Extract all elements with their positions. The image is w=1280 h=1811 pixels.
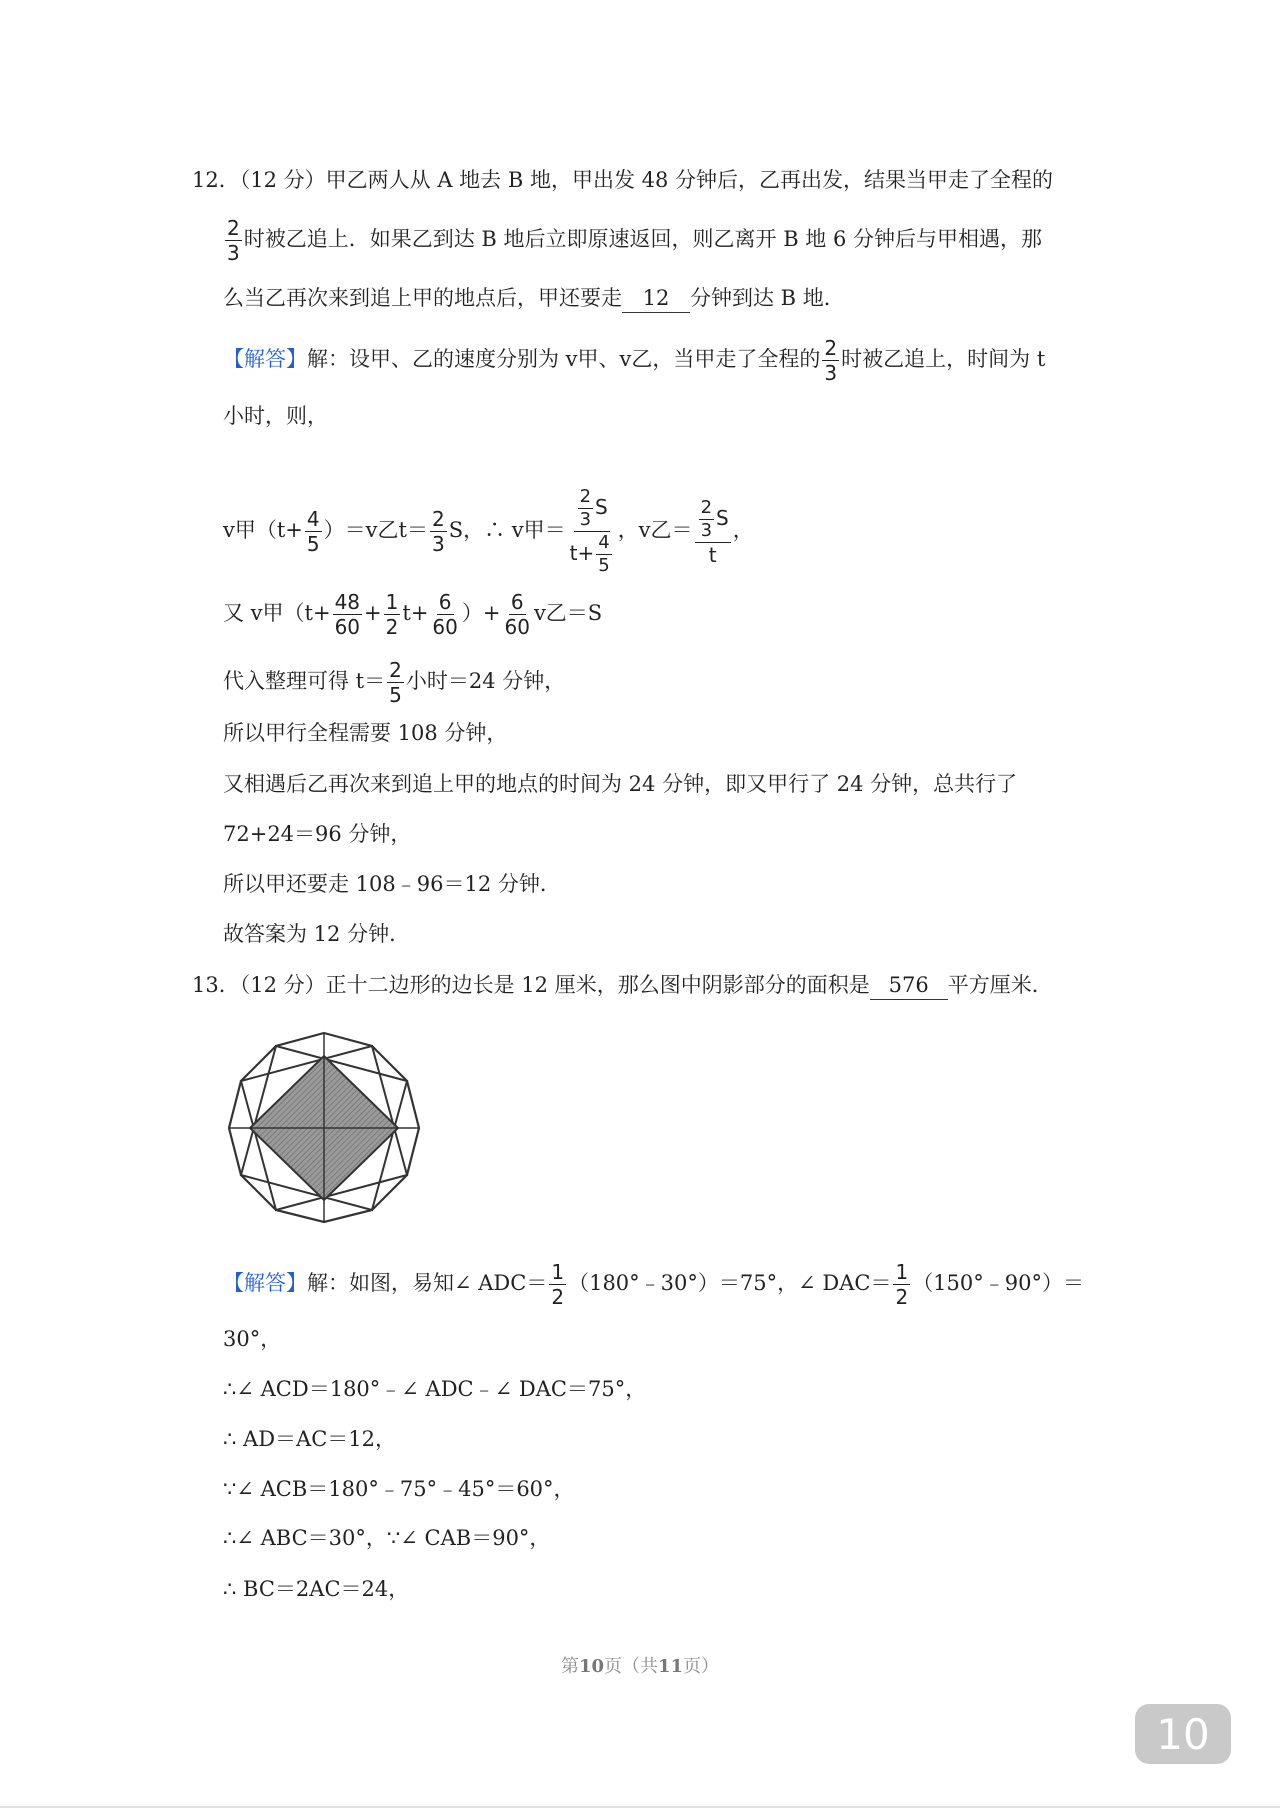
q12-line-72: 72+24＝96 分钟， bbox=[223, 822, 412, 846]
q12-line3 bbox=[223, 284, 845, 313]
solution-tag: 【解答】 bbox=[223, 347, 307, 371]
fraction-2-5: $\frac{2}{5}$ bbox=[389, 658, 402, 707]
q13-line-abc: ∴∠ ABC＝30°，∵∠ CAB＝90°， bbox=[223, 1526, 551, 1550]
q13-answer-blank: 576 bbox=[870, 971, 948, 1000]
eq1-part: ，v乙＝ bbox=[617, 518, 693, 542]
solution-tag: 【解答】 bbox=[223, 1271, 307, 1295]
page-footer: 第10页（共11页） bbox=[560, 1656, 720, 1677]
eq1-part: ）＝v乙t＝ bbox=[323, 518, 428, 542]
eq3-part: 代入整理可得 t＝ bbox=[223, 669, 386, 693]
q12-stem2: 时被乙追上．如果乙到达 B 地后立即原速返回，则乙离开 B 地 6 分钟后与甲相遇，那 bbox=[243, 227, 1043, 251]
eq2-part: ）+ bbox=[461, 601, 501, 625]
q12-line-final: 故答案为 12 分钟． bbox=[223, 922, 411, 946]
q13-line-acb: ∵∠ ACB＝180°﹣75°﹣45°＝60°， bbox=[223, 1477, 575, 1501]
fraction-1-2: $\frac{1}{2}$ bbox=[895, 1260, 909, 1309]
q12-sol-text-b: 时被乙追上，时间为 t bbox=[841, 347, 1046, 371]
q13-stem-b: 平方厘米． bbox=[947, 973, 1053, 997]
q12-answer-blank: 12 bbox=[622, 284, 690, 313]
eq2-part: t+ bbox=[402, 601, 429, 625]
q12-equation-3 bbox=[223, 660, 565, 705]
q12-stem1: 甲乙两人从 A 地去 B 地，甲出发 48 分钟后，乙再出发，结果当甲走了全程的 bbox=[325, 168, 1054, 192]
q13-sol-a: 解：如图，易知∠ ADC＝ bbox=[307, 1271, 548, 1295]
q12-stem3a: 么当乙再次来到追上甲的地点后，甲还要走 bbox=[223, 286, 622, 310]
page-number-badge[interactable]: 10 bbox=[1135, 1704, 1231, 1764]
q13-line1 bbox=[192, 971, 1053, 1000]
q13-number: 13． bbox=[192, 973, 240, 997]
q13-sol-c: （150°﹣90°）＝ bbox=[912, 1271, 1084, 1295]
q13-sol-b: （180°﹣30°）＝75°，∠ DAC＝ bbox=[568, 1271, 892, 1295]
eq1-part: v甲（t+ bbox=[223, 518, 303, 542]
eq1-part: ， bbox=[732, 518, 754, 542]
q12-number: 12． bbox=[192, 168, 240, 192]
q13-stem-a: （12 分）正十二边形的边长是 12 厘米，那么图中阴影部分的面积是 bbox=[239, 973, 870, 997]
fraction-6-60: $\frac{6}{60}$ bbox=[504, 590, 530, 639]
q13-line-ad: ∴ AD＝AC＝12， bbox=[223, 1427, 396, 1451]
q12-solution-line2: 小时，则， bbox=[223, 404, 328, 428]
bottom-divider bbox=[0, 1806, 1280, 1808]
eq2-part: + bbox=[364, 601, 382, 625]
compound-fraction-1: $\frac{2}{3}$ S t+ $\frac{4}{5}$ bbox=[569, 486, 610, 576]
q13-solution-line1 bbox=[223, 1262, 1084, 1307]
fraction-1-2: $\frac{1}{2}$ bbox=[385, 590, 399, 639]
fraction-2-3: $\frac{2}{3}$ bbox=[431, 507, 445, 556]
q12-sol-text-a: 解：设甲、乙的速度分别为 v甲、v乙，当甲走了全程的 bbox=[307, 347, 821, 371]
q12-stem3b: 分钟到达 B 地． bbox=[690, 286, 845, 310]
q12-line1 bbox=[192, 166, 1053, 194]
compound-fraction-2: $\frac{2}{3}$ S t bbox=[695, 499, 731, 565]
eq1-part: S，∴ v甲＝ bbox=[448, 518, 566, 542]
fraction-2-3: $\frac{2}{3}$ bbox=[227, 216, 240, 265]
q12-line-again: 又相遇后乙再次来到追上甲的地点的时间为 24 分钟，即又甲行了 24 分钟，总共行了 bbox=[223, 772, 1018, 796]
q12-equation-2 bbox=[223, 592, 602, 637]
dodecagon-figure bbox=[226, 1028, 422, 1228]
eq2-part: v乙＝S bbox=[533, 601, 603, 625]
q13-line-30: 30°， bbox=[223, 1327, 282, 1351]
q12-score: （12 分） bbox=[239, 168, 326, 192]
eq3-part: 小时＝24 分钟， bbox=[405, 669, 566, 693]
q12-line2 bbox=[223, 218, 1042, 263]
q13-line-bc: ∴ BC＝2AC＝24， bbox=[223, 1577, 410, 1601]
q13-line-acd: ∴∠ ACD＝180°﹣∠ ADC﹣∠ DAC＝75°， bbox=[223, 1377, 647, 1401]
q12-line-left: 所以甲还要走 108﹣96＝12 分钟． bbox=[223, 872, 561, 896]
fraction-1-2: $\frac{1}{2}$ bbox=[551, 1260, 565, 1309]
eq2-part: 又 v甲（t+ bbox=[223, 601, 331, 625]
fraction-2-3: $\frac{2}{3}$ bbox=[824, 336, 838, 385]
fraction-6-60: $\frac{6}{60}$ bbox=[432, 590, 458, 639]
q12-solution-line1 bbox=[223, 338, 1045, 383]
fraction-48-60: $\frac{48}{60}$ bbox=[334, 590, 361, 639]
fraction-4-5: $\frac{4}{5}$ bbox=[306, 507, 320, 556]
q12-line-108: 所以甲行全程需要 108 分钟， bbox=[223, 721, 508, 745]
q12-equation-1 bbox=[223, 488, 754, 575]
